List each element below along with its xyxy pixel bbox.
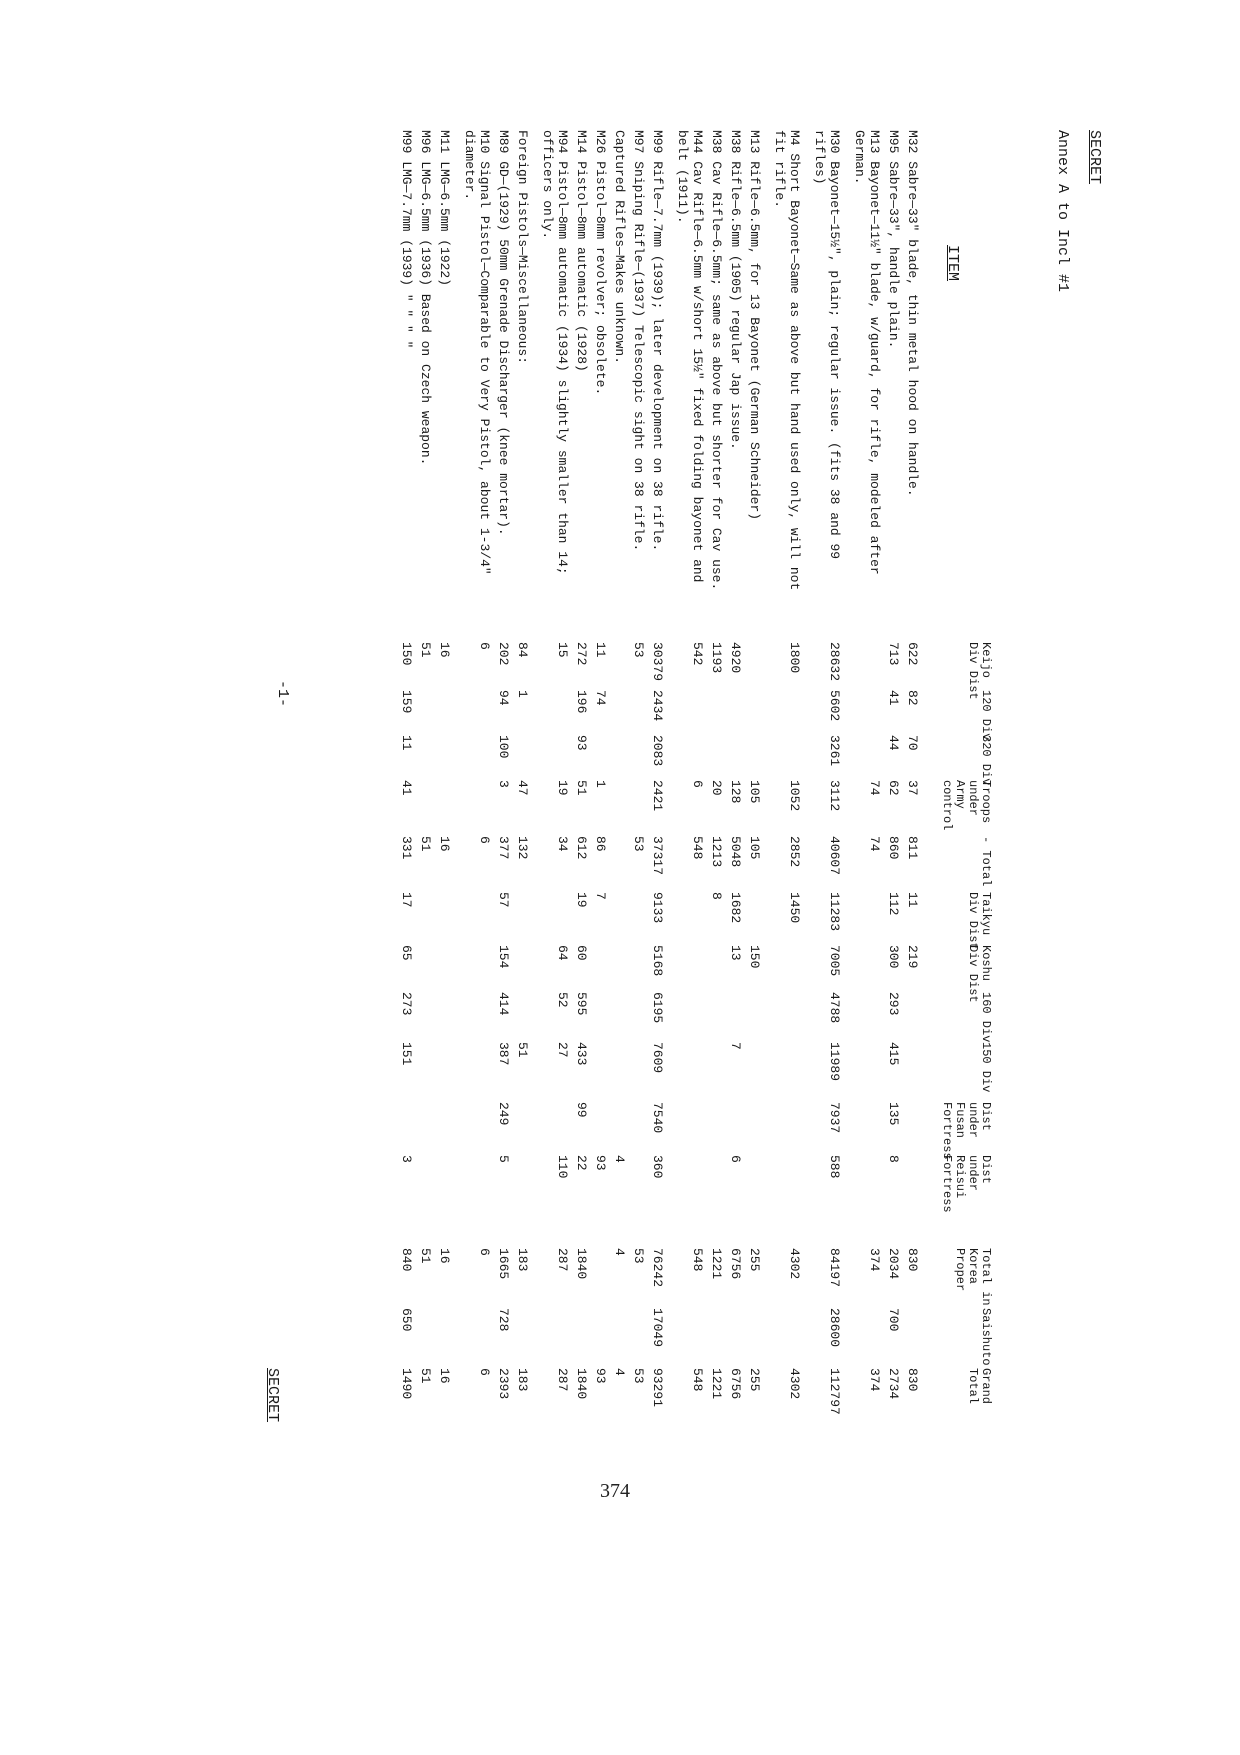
quantity-cell: 331 [399, 836, 414, 860]
column-header: Saishuto [979, 1308, 993, 1366]
item-description: Foreign Pistols—Miscellaneous: [515, 130, 530, 365]
quantity-cell: 1800 [787, 642, 802, 674]
quantity-cell: 17 [399, 892, 414, 908]
quantity-cell: 64 [555, 945, 570, 961]
quantity-cell: 219 [905, 945, 920, 969]
quantity-cell: 374 [867, 1248, 882, 1272]
column-headers [932, 130, 992, 1660]
quantity-cell: 8 [886, 1155, 901, 1163]
quantity-cell: 840 [399, 1248, 414, 1272]
quantity-cell: 7609 [650, 1042, 665, 1074]
column-header: Grand Total [966, 1368, 993, 1405]
quantity-cell: 830 [905, 1368, 920, 1392]
annex-title: Annex A to Incl #1 [1054, 130, 1071, 293]
quantity-cell: 612 [574, 836, 589, 860]
quantity-cell: 86 [593, 836, 608, 852]
quantity-cell: 7005 [827, 945, 842, 977]
quantity-cell: 6756 [728, 1248, 743, 1280]
item-description: M38 Cav Rifle—6.5mm; same as above but shorter for Cav use. [709, 130, 724, 591]
quantity-cell: 542 [690, 642, 705, 666]
quantity-cell: 93 [574, 735, 589, 751]
quantity-cell: 37317 [650, 836, 665, 876]
quantity-cell: 2393 [496, 1368, 511, 1400]
classification-bottom: SECRET [264, 1368, 281, 1423]
quantity-cell: 30379 [650, 642, 665, 682]
quantity-cell: 293 [886, 992, 901, 1016]
column-header: Dist under Fusan Fortress [940, 1102, 993, 1160]
quantity-cell: 94 [496, 690, 511, 706]
quantity-cell: 62 [886, 780, 901, 796]
quantity-cell: 8 [709, 892, 724, 900]
quantity-cell: 22 [574, 1155, 589, 1171]
quantity-cell: 151 [399, 1042, 414, 1066]
quantity-cell: 183 [515, 1368, 530, 1392]
quantity-cell: 1450 [787, 892, 802, 924]
quantity-cell: 1 [515, 690, 530, 698]
quantity-cell: 249 [496, 1102, 511, 1126]
quantity-cell: 20 [709, 780, 724, 796]
quantity-cell: 28632 [827, 642, 842, 682]
item-description: M99 LMG—7.7mm (1939) " " " " [399, 130, 414, 349]
quantity-cell: 53 [631, 1368, 646, 1384]
quantity-cell: 4 [612, 1248, 627, 1256]
page-marker: -1- [274, 680, 291, 708]
quantity-cell: 548 [690, 1368, 705, 1392]
quantity-cell: 273 [399, 992, 414, 1016]
quantity-cell: 287 [555, 1368, 570, 1392]
quantity-cell: 6 [728, 1155, 743, 1163]
quantity-cell: 1840 [574, 1368, 589, 1400]
item-description: M11 LMG—6.5mm (1922) [437, 130, 452, 287]
item-description: M44 Cav Rifle—6.5mm w/short 15½" fixed folding bayonet and belt (1911). [675, 130, 705, 583]
quantity-cell: 150 [399, 642, 414, 666]
quantity-cell: 74 [867, 836, 882, 852]
quantity-cell: 51 [574, 780, 589, 796]
column-header: Troops under Army control [940, 780, 993, 831]
quantity-cell: 65 [399, 945, 414, 961]
column-header: 160 Div [979, 992, 993, 1043]
quantity-cell: 1665 [496, 1248, 511, 1280]
quantity-cell: 3261 [827, 735, 842, 767]
quantity-cell: 19 [574, 892, 589, 908]
quantity-cell: 6 [690, 780, 705, 788]
quantity-cell: 112 [886, 892, 901, 916]
quantity-cell: 16 [437, 1368, 452, 1384]
quantity-cell: 19 [555, 780, 570, 796]
quantity-cell: 17049 [650, 1308, 665, 1348]
quantity-cell: 51 [418, 1368, 433, 1384]
quantity-cell: 360 [650, 1155, 665, 1179]
quantity-cell: 40607 [827, 836, 842, 876]
quantity-cell: 3112 [827, 780, 842, 812]
quantity-cell: 27 [555, 1042, 570, 1058]
page-number: 374 [600, 1480, 630, 1502]
quantity-cell: 6 [477, 836, 492, 844]
quantity-cell: 28600 [827, 1308, 842, 1348]
quantity-cell: 1213 [709, 836, 724, 868]
quantity-cell: 2434 [650, 690, 665, 722]
quantity-cell: 11 [399, 735, 414, 751]
quantity-cell: 202 [496, 642, 511, 666]
quantity-cell: 41 [399, 780, 414, 796]
quantity-cell: 82 [905, 690, 920, 706]
quantity-cell: 84 [515, 642, 530, 658]
quantity-cell: 650 [399, 1308, 414, 1332]
column-header: Taikyu Div Dist [966, 892, 993, 950]
quantity-cell: 110 [555, 1155, 570, 1179]
quantity-cell: 52 [555, 992, 570, 1008]
quantity-cell: 4 [612, 1155, 627, 1163]
quantity-cell: 51 [515, 1042, 530, 1058]
quantity-cell: 700 [886, 1308, 901, 1332]
column-header: - Total [979, 836, 993, 887]
quantity-cell: 5168 [650, 945, 665, 977]
item-description: M97 Sniping Rifle—(1937) Telescopic sight on 38 rifle. [631, 130, 646, 552]
quantity-cell: 595 [574, 992, 589, 1016]
quantity-cell: 1052 [787, 780, 802, 812]
quantity-cell: 1682 [728, 892, 743, 924]
quantity-cell: 255 [747, 1368, 762, 1392]
quantity-cell: 7 [593, 892, 608, 900]
quantity-cell: 11 [593, 642, 608, 658]
column-header: Total in Korea Proper [953, 1248, 993, 1306]
item-description: M14 Pistol—8mm automatic (1928) [574, 130, 589, 372]
quantity-cell: 5048 [728, 836, 743, 868]
quantity-cell: 548 [690, 1248, 705, 1272]
quantity-cell: 100 [496, 735, 511, 759]
item-description: M94 Pistol—8mm automatic (1934) slightly smaller than 14; officers only. [540, 130, 570, 575]
quantity-cell: 4 [612, 1368, 627, 1376]
quantity-cell: 196 [574, 690, 589, 714]
quantity-cell: 272 [574, 642, 589, 666]
quantity-cell: 4302 [787, 1248, 802, 1280]
quantity-cell: 11989 [827, 1042, 842, 1082]
quantity-cell: 1490 [399, 1368, 414, 1400]
quantity-cell: 105 [747, 780, 762, 804]
quantity-cell: 2034 [886, 1248, 901, 1280]
quantity-cell: 53 [631, 642, 646, 658]
quantity-cell: 13 [728, 945, 743, 961]
item-description: M10 Signal Pistol—Comparable to Very Pistol, about 1-3/4" diameter. [462, 130, 492, 575]
quantity-cell: 70 [905, 735, 920, 751]
quantity-cell: 93291 [650, 1368, 665, 1408]
quantity-cell: 2852 [787, 836, 802, 868]
quantity-cell: 34 [555, 836, 570, 852]
quantity-cell: 713 [886, 642, 901, 666]
item-description: Captured Rifles—Makes unknown. [612, 130, 627, 365]
column-header: 150 Div [979, 1042, 993, 1093]
quantity-cell: 6 [477, 1368, 492, 1376]
quantity-cell: 99 [574, 1102, 589, 1118]
quantity-cell: 11 [905, 892, 920, 908]
quantity-cell: 93 [593, 1368, 608, 1384]
quantity-cell: 53 [631, 1248, 646, 1264]
quantity-cell: 183 [515, 1248, 530, 1272]
quantity-cell: 16 [437, 642, 452, 658]
quantity-cell: 76242 [650, 1248, 665, 1288]
quantity-cell: 57 [496, 892, 511, 908]
column-header: 120 Div [979, 690, 993, 741]
quantity-cell: 1193 [709, 642, 724, 674]
quantity-cell: 47 [515, 780, 530, 796]
quantity-cell: 1840 [574, 1248, 589, 1280]
quantity-cell: 7 [728, 1042, 743, 1050]
quantity-cell: 4920 [728, 642, 743, 674]
quantity-cell: 154 [496, 945, 511, 969]
rotated-page-content [210, 120, 1110, 1660]
item-description: M26 Pistol—8mm revolver; obsolete. [593, 130, 608, 396]
quantity-cell: 3 [399, 1155, 414, 1163]
quantity-cell: 300 [886, 945, 901, 969]
column-header: Koshu Div Dist [966, 945, 993, 1003]
column-header: Dist under Reisui Fortress [940, 1155, 993, 1213]
classification-top: SECRET [1086, 130, 1103, 185]
quantity-cell: 588 [827, 1155, 842, 1179]
quantity-cell: 11283 [827, 892, 842, 932]
quantity-cell: 9133 [650, 892, 665, 924]
quantity-cell: 387 [496, 1042, 511, 1066]
quantity-cell: 6195 [650, 992, 665, 1024]
quantity-cell: 860 [886, 836, 901, 860]
quantity-cell: 51 [418, 1248, 433, 1264]
quantity-cell: 1 [593, 780, 608, 788]
quantity-cell: 132 [515, 836, 530, 860]
quantity-cell: 6 [477, 1248, 492, 1256]
quantity-cell: 2421 [650, 780, 665, 812]
quantity-cell: 15 [555, 642, 570, 658]
item-description: M13 Rifle—6.5mm, for 13 Bayonet (German Schneider) [747, 130, 762, 521]
column-header: Keijo Div Dist [966, 642, 993, 700]
quantity-cell: 44 [886, 735, 901, 751]
column-header: 320 Div [979, 735, 993, 786]
quantity-cell: 2083 [650, 735, 665, 767]
quantity-cell: 128 [728, 780, 743, 804]
quantity-cell: 255 [747, 1248, 762, 1272]
quantity-cell: 415 [886, 1042, 901, 1066]
quantity-cell: 830 [905, 1248, 920, 1272]
item-description: M4 Short Bayonet—Same as above but hand used only, will not fit rifle. [772, 130, 802, 591]
item-description: M95 Sabre—33", handle plain. [886, 130, 901, 349]
item-description: M99 Rifle—7.7mm (1939); later development on 38 rifle. [650, 130, 665, 552]
quantity-cell: 414 [496, 992, 511, 1016]
quantity-cell: 5602 [827, 690, 842, 722]
quantity-cell: 112797 [827, 1368, 842, 1415]
item-description: M96 LMG—6.5mm (1936) Based on Czech weapon. [418, 130, 433, 466]
quantity-cell: 7540 [650, 1102, 665, 1134]
item-description: M30 Bayonet—15½", plain; regular issue. (fits 38 and 99 rifles) [812, 130, 842, 560]
quantity-cell: 2734 [886, 1368, 901, 1400]
quantity-cell: 159 [399, 690, 414, 714]
quantity-cell: 3 [496, 780, 511, 788]
item-description: M13 Bayonet—11½" blade, w/guard, for rifle, modeled after German. [852, 130, 882, 575]
quantity-cell: 37 [905, 780, 920, 796]
quantity-cell: 622 [905, 642, 920, 666]
quantity-cell: 105 [747, 836, 762, 860]
item-column-header: ITEM [944, 245, 961, 282]
quantity-cell: 728 [496, 1308, 511, 1332]
quantity-cell: 4302 [787, 1368, 802, 1400]
quantity-cell: 4788 [827, 992, 842, 1024]
quantity-cell: 1221 [709, 1368, 724, 1400]
quantity-cell: 5 [496, 1155, 511, 1163]
quantity-cell: 93 [593, 1155, 608, 1171]
quantity-cell: 377 [496, 836, 511, 860]
quantity-cell: 51 [418, 836, 433, 852]
quantity-cell: 53 [631, 836, 646, 852]
item-description: M38 Rifle—6.5mm (1905) regular Jap issue. [728, 130, 743, 450]
quantity-cell: 51 [418, 642, 433, 658]
item-description: M32 Sabre—33" blade, thin metal hood on handle. [905, 130, 920, 497]
quantity-cell: 6 [477, 642, 492, 650]
quantity-cell: 135 [886, 1102, 901, 1126]
quantity-cell: 41 [886, 690, 901, 706]
quantity-cell: 374 [867, 1368, 882, 1392]
item-description: M89 GD—(1929) 50mm Grenade Discharger (knee mortar). [496, 130, 511, 536]
quantity-cell: 60 [574, 945, 589, 961]
quantity-cell: 16 [437, 836, 452, 852]
quantity-cell: 433 [574, 1042, 589, 1066]
quantity-cell: 74 [593, 690, 608, 706]
quantity-cell: 811 [905, 836, 920, 860]
quantity-cell: 74 [867, 780, 882, 796]
quantity-cell: 1221 [709, 1248, 724, 1280]
quantity-cell: 6756 [728, 1368, 743, 1400]
quantity-cell: 150 [747, 945, 762, 969]
quantity-cell: 16 [437, 1248, 452, 1264]
quantity-cell: 287 [555, 1248, 570, 1272]
quantity-cell: 7937 [827, 1102, 842, 1134]
quantity-cell: 84197 [827, 1248, 842, 1288]
quantity-cell: 548 [690, 836, 705, 860]
